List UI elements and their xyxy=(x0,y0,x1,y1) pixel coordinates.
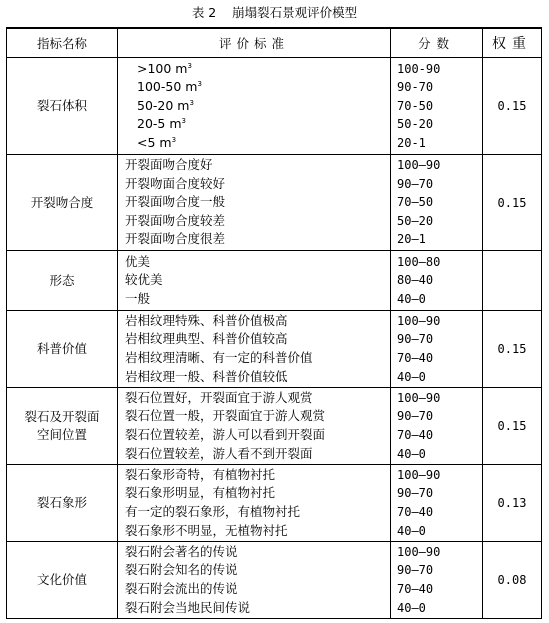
standard-line: 裂石位置较差，游人看不到开裂面 xyxy=(125,445,313,461)
score-line: 100—90 xyxy=(397,158,441,173)
standard-line: 裂石象形奇特，有植物衬托 xyxy=(125,466,276,482)
standard-line: 裂石附会当地民间传说 xyxy=(125,599,251,615)
standard-cell xyxy=(118,388,391,465)
score-line: 90-70 xyxy=(397,80,434,95)
score-line: 100—90 xyxy=(397,390,441,405)
score-line: 80—40 xyxy=(397,273,434,288)
score-cell xyxy=(391,311,483,388)
standard-line: 裂石位置一般，开裂面宜于游人观赏 xyxy=(125,408,326,424)
standard-line: 开裂面吻合度好 xyxy=(125,157,213,173)
score-line: 70—40 xyxy=(397,428,434,442)
score-line: 90—70 xyxy=(397,409,434,424)
table-row xyxy=(7,251,542,311)
standard-line: 裂石位置好，开裂面宜于游人观赏 xyxy=(125,389,313,405)
score-cell xyxy=(391,542,483,619)
standard-line: 岩相纹理一般、科普价值较低 xyxy=(125,368,288,384)
score-line: 100—90 xyxy=(397,313,441,328)
indicator-cell: 裂石体积 xyxy=(7,58,118,155)
standard-line: 岩相纹理典型、科普价值较高 xyxy=(125,331,288,347)
standard-line: 一般 xyxy=(125,290,151,306)
standard-line: 开裂面吻合度很差 xyxy=(125,231,226,247)
table-row xyxy=(7,542,542,619)
indicator-line: 裂石及开裂面 xyxy=(24,409,100,424)
indicator-cell: 科普价值 xyxy=(7,311,118,388)
standard-cell xyxy=(118,251,391,311)
score-line: 70—50 xyxy=(397,195,434,210)
standard-cell xyxy=(118,58,391,155)
standard-line: 裂石位置较差，游人可以看到开裂面 xyxy=(125,427,326,442)
score-line: 40—0 xyxy=(397,446,426,461)
indicator-cell: 形态 xyxy=(7,251,118,311)
weight-cell xyxy=(483,251,542,311)
standard-line: 20-5 $m^3$ xyxy=(137,116,186,132)
score-line: 100—90 xyxy=(397,544,441,559)
score-cell xyxy=(391,155,483,251)
standard-line: <5 $m^3$ xyxy=(137,134,177,150)
score-line: 100-90 xyxy=(397,61,441,76)
score-line: 90—70 xyxy=(397,176,434,191)
evaluation-table xyxy=(6,27,542,619)
score-line: 40—0 xyxy=(397,369,426,384)
standard-line: 较优美 xyxy=(125,272,163,288)
standard-line: 裂石附会知名的传说 xyxy=(125,562,238,578)
weight-cell: 0.15 xyxy=(483,58,542,155)
standard-line: 开裂面吻合度一般 xyxy=(125,194,226,210)
standard-line: 岩相纹理清晰、有一定的科普价值 xyxy=(125,350,313,365)
standard-line: 100-50 $m^3$ xyxy=(137,79,202,95)
score-cell xyxy=(391,465,483,542)
score-line: 100—80 xyxy=(397,254,441,269)
standard-cell xyxy=(118,465,391,542)
score-line: 90—70 xyxy=(397,486,434,501)
standard-line: 优美 xyxy=(125,253,151,269)
standard-line: 岩相纹理特殊、科普价值极高 xyxy=(125,312,288,328)
standard-line: 裂石附会流出的传说 xyxy=(125,581,238,596)
weight-cell: 0.15 xyxy=(483,311,542,388)
score-line: 50-20 xyxy=(397,117,434,132)
standard-cell xyxy=(118,311,391,388)
table-row xyxy=(7,58,542,155)
score-line: 20-1 xyxy=(397,135,426,150)
score-line: 70—40 xyxy=(397,582,434,596)
score-line: 50—20 xyxy=(397,213,434,228)
score-line: 100—90 xyxy=(397,467,441,482)
standard-cell xyxy=(118,542,391,619)
indicator-cell: 裂石象形 xyxy=(7,465,118,542)
score-line: 70—40 xyxy=(397,505,434,519)
header-row xyxy=(7,28,542,58)
table-row xyxy=(7,388,542,465)
header-weight: 权重 xyxy=(483,28,542,58)
score-line: 20—1 xyxy=(397,232,426,247)
score-line: 70-50 xyxy=(397,98,434,113)
standard-cell xyxy=(118,155,391,251)
standard-line: >100 $m^3$ xyxy=(137,60,192,76)
header-score: 分数 xyxy=(391,28,483,58)
score-cell xyxy=(391,58,483,155)
score-line: 90—70 xyxy=(397,332,434,347)
indicator-cell: 文化价值 xyxy=(7,542,118,619)
weight-cell: 0.08 xyxy=(483,542,542,619)
score-line: 40—0 xyxy=(397,523,426,538)
header-indicator: 指标名称 xyxy=(7,28,118,58)
standard-line: 有一定的裂石象形，有植物衬托 xyxy=(125,504,301,519)
table-row xyxy=(7,155,542,251)
standard-line: 开裂吻面合度较好 xyxy=(125,175,226,191)
score-line: 40—0 xyxy=(397,291,426,306)
table-row xyxy=(7,311,542,388)
standard-line: 裂石象形明显，有植物衬托 xyxy=(125,485,276,501)
weight-cell: 0.15 xyxy=(483,388,542,465)
score-cell xyxy=(391,388,483,465)
standard-line: 裂石附会著名的传说 xyxy=(125,543,238,559)
weight-cell: 0.15 xyxy=(483,155,542,251)
standard-line: 裂石象形不明显，无植物衬托 xyxy=(125,522,288,538)
score-cell xyxy=(391,251,483,311)
indicator-line: 空间位置 xyxy=(36,427,87,442)
weight-cell: 0.13 xyxy=(483,465,542,542)
indicator-cell xyxy=(7,388,118,465)
standard-line: 50-20 $m^3$ xyxy=(137,97,194,113)
score-line: 40—0 xyxy=(397,600,426,615)
score-line: 70—40 xyxy=(397,351,434,365)
header-standard: 评价标准 xyxy=(118,28,391,58)
score-line: 90—70 xyxy=(397,563,434,578)
table-row xyxy=(7,465,542,542)
indicator-cell: 开裂吻合度 xyxy=(7,155,118,251)
table-caption: 表 2 崩塌裂石景观评价模型 xyxy=(191,5,358,20)
standard-line: 开裂面吻合度较差 xyxy=(125,212,226,228)
